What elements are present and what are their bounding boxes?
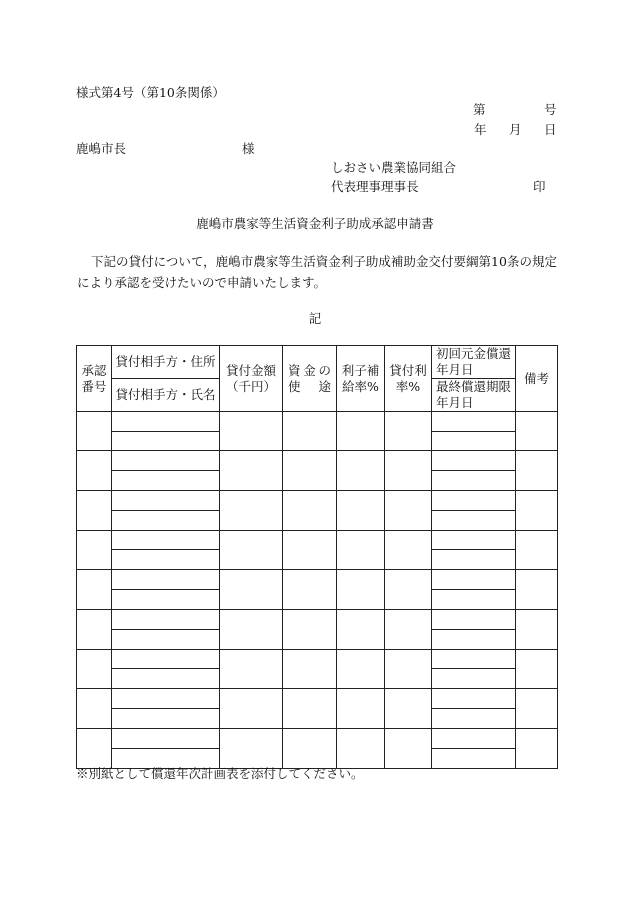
fund-use-cell[interactable] <box>283 531 337 570</box>
date-month: 月 <box>509 122 522 137</box>
fund-use-cell[interactable] <box>283 451 337 491</box>
first-repay-date-cell[interactable] <box>432 729 516 749</box>
borrower-address-cell[interactable] <box>112 451 220 471</box>
fund-use-cell[interactable] <box>283 570 337 610</box>
remarks-cell[interactable] <box>516 610 558 650</box>
header-remarks: 備考 <box>516 346 558 412</box>
approval-no-cell[interactable] <box>77 729 112 769</box>
first-repay-date-cell[interactable] <box>432 491 516 511</box>
first-repay-date-cell[interactable] <box>432 610 516 630</box>
header-borrower-address: 貸付相手方・住所 <box>112 346 220 379</box>
loan-amount-cell[interactable] <box>220 689 283 729</box>
borrower-address-cell[interactable] <box>112 689 220 709</box>
date-year: 年 <box>474 122 487 137</box>
subsidy-rate-cell[interactable] <box>337 689 385 729</box>
fund-use-cell[interactable] <box>283 689 337 729</box>
remarks-cell[interactable] <box>516 689 558 729</box>
subsidy-rate-cell[interactable] <box>337 491 385 531</box>
loan-amount-cell[interactable] <box>220 570 283 610</box>
header-first-repay-date: 初回元金償還 年月日 <box>432 346 516 379</box>
loan-amount-cell[interactable] <box>220 729 283 769</box>
loan-amount-cell[interactable] <box>220 451 283 491</box>
borrower-name-cell[interactable] <box>112 590 220 610</box>
header-loan-rate: 貸付利 率% <box>385 346 432 412</box>
table-row <box>77 531 558 550</box>
borrower-name-cell[interactable] <box>112 630 220 650</box>
loan-rate-cell[interactable] <box>385 412 432 451</box>
loan-amount-cell[interactable] <box>220 531 283 570</box>
loan-rate-cell[interactable] <box>385 729 432 769</box>
header-final-repay-date: 最終償還期限 年月日 <box>432 379 516 412</box>
approval-no-cell[interactable] <box>77 570 112 610</box>
borrower-address-cell[interactable] <box>112 610 220 630</box>
table-row <box>77 570 558 590</box>
borrower-name-cell[interactable] <box>112 471 220 491</box>
remarks-cell[interactable] <box>516 491 558 531</box>
remarks-cell[interactable] <box>516 650 558 689</box>
first-repay-date-cell[interactable] <box>432 451 516 471</box>
first-repay-date-cell[interactable] <box>432 570 516 590</box>
footnote: ※別紙として償還年次計画表を添付してください。 <box>76 766 364 781</box>
subsidy-rate-cell[interactable] <box>337 412 385 451</box>
approval-no-cell[interactable] <box>77 491 112 531</box>
header-loan-amount: 貸付金額 （千円） <box>220 346 283 412</box>
fund-use-cell[interactable] <box>283 610 337 650</box>
final-repay-date-cell[interactable] <box>432 432 516 451</box>
final-repay-date-cell[interactable] <box>432 590 516 610</box>
borrower-address-cell[interactable] <box>112 531 220 550</box>
loan-amount-cell[interactable] <box>220 650 283 689</box>
header-row-1 <box>77 346 558 379</box>
borrower-address-cell[interactable] <box>112 491 220 511</box>
loan-amount-cell[interactable] <box>220 491 283 531</box>
borrower-name-cell[interactable] <box>112 709 220 729</box>
seal-mark: 印 <box>533 179 546 194</box>
remarks-cell[interactable] <box>516 412 558 451</box>
approval-no-cell[interactable] <box>77 689 112 729</box>
fund-use-cell[interactable] <box>283 650 337 689</box>
remarks-cell[interactable] <box>516 451 558 491</box>
final-repay-date-cell[interactable] <box>432 749 516 769</box>
subsidy-rate-cell[interactable] <box>337 570 385 610</box>
loan-amount-cell[interactable] <box>220 610 283 650</box>
final-repay-date-cell[interactable] <box>432 550 516 570</box>
table-row <box>77 412 558 432</box>
doc-number-go: 号 <box>544 102 557 117</box>
remarks-cell[interactable] <box>516 729 558 769</box>
final-repay-date-cell[interactable] <box>432 709 516 729</box>
borrower-name-cell[interactable] <box>112 432 220 451</box>
loan-rate-cell[interactable] <box>385 451 432 491</box>
subsidy-rate-cell[interactable] <box>337 531 385 570</box>
applicant-org: しおさい農業協同組合 <box>331 160 457 175</box>
final-repay-date-cell[interactable] <box>432 630 516 650</box>
fund-use-cell[interactable] <box>283 729 337 769</box>
doc-number-dai: 第 <box>473 102 486 117</box>
application-table <box>76 345 558 769</box>
subsidy-rate-cell[interactable] <box>337 610 385 650</box>
body-text: 下記の貸付について，鹿嶋市農家等生活資金利子助成補助金交付要綱第10条の規定により承認を受けたいので申請いたします。 <box>77 254 557 290</box>
ki-label: 記 <box>308 311 322 326</box>
header-approval-no: 承認 番号 <box>77 346 112 412</box>
final-repay-date-cell[interactable] <box>432 669 516 689</box>
borrower-name-cell[interactable] <box>112 669 220 689</box>
addressee-honorific: 様 <box>242 141 255 156</box>
loan-rate-cell[interactable] <box>385 491 432 531</box>
header-fund-use: 資金の 使途 <box>283 346 337 412</box>
fund-use-cell[interactable] <box>283 491 337 531</box>
borrower-address-cell[interactable] <box>112 412 220 432</box>
first-repay-date-cell[interactable] <box>432 531 516 550</box>
approval-no-cell[interactable] <box>77 531 112 570</box>
document-title: 鹿嶋市農家等生活資金利子助成承認申請書 <box>196 216 434 231</box>
applicant-rep: 代表理事理事長 <box>331 179 419 194</box>
loan-rate-cell[interactable] <box>385 689 432 729</box>
table-row <box>77 689 558 709</box>
final-repay-date-cell[interactable] <box>432 511 516 531</box>
first-repay-date-cell[interactable] <box>432 689 516 709</box>
table-row <box>77 610 558 630</box>
loan-rate-cell[interactable] <box>385 570 432 610</box>
approval-no-cell[interactable] <box>77 412 112 451</box>
remarks-cell[interactable] <box>516 531 558 570</box>
borrower-address-cell[interactable] <box>112 650 220 669</box>
table-row <box>77 491 558 511</box>
first-repay-date-cell[interactable] <box>432 412 516 432</box>
table-row <box>77 650 558 669</box>
borrower-address-cell[interactable] <box>112 729 220 749</box>
borrower-name-cell[interactable] <box>112 511 220 531</box>
final-repay-date-cell[interactable] <box>432 471 516 491</box>
first-repay-date-cell[interactable] <box>432 650 516 669</box>
addressee-name: 鹿嶋市長 <box>76 141 127 156</box>
table-row <box>77 451 558 471</box>
subsidy-rate-cell[interactable] <box>337 729 385 769</box>
subsidy-rate-cell[interactable] <box>337 650 385 689</box>
approval-no-cell[interactable] <box>77 610 112 650</box>
approval-no-cell[interactable] <box>77 650 112 689</box>
loan-rate-cell[interactable] <box>385 610 432 650</box>
loan-amount-cell[interactable] <box>220 412 283 451</box>
header-subsidy-rate: 利子補 給率% <box>337 346 385 412</box>
table-row <box>77 729 558 749</box>
approval-no-cell[interactable] <box>77 451 112 491</box>
form-number: 様式第4号（第10条関係） <box>76 85 225 100</box>
subsidy-rate-cell[interactable] <box>337 451 385 491</box>
header-borrower-name: 貸付相手方・氏名 <box>112 379 220 412</box>
fund-use-cell[interactable] <box>283 412 337 451</box>
loan-rate-cell[interactable] <box>385 531 432 570</box>
date-day: 日 <box>544 122 557 137</box>
borrower-name-cell[interactable] <box>112 550 220 570</box>
loan-rate-cell[interactable] <box>385 650 432 689</box>
remarks-cell[interactable] <box>516 570 558 610</box>
borrower-address-cell[interactable] <box>112 570 220 590</box>
